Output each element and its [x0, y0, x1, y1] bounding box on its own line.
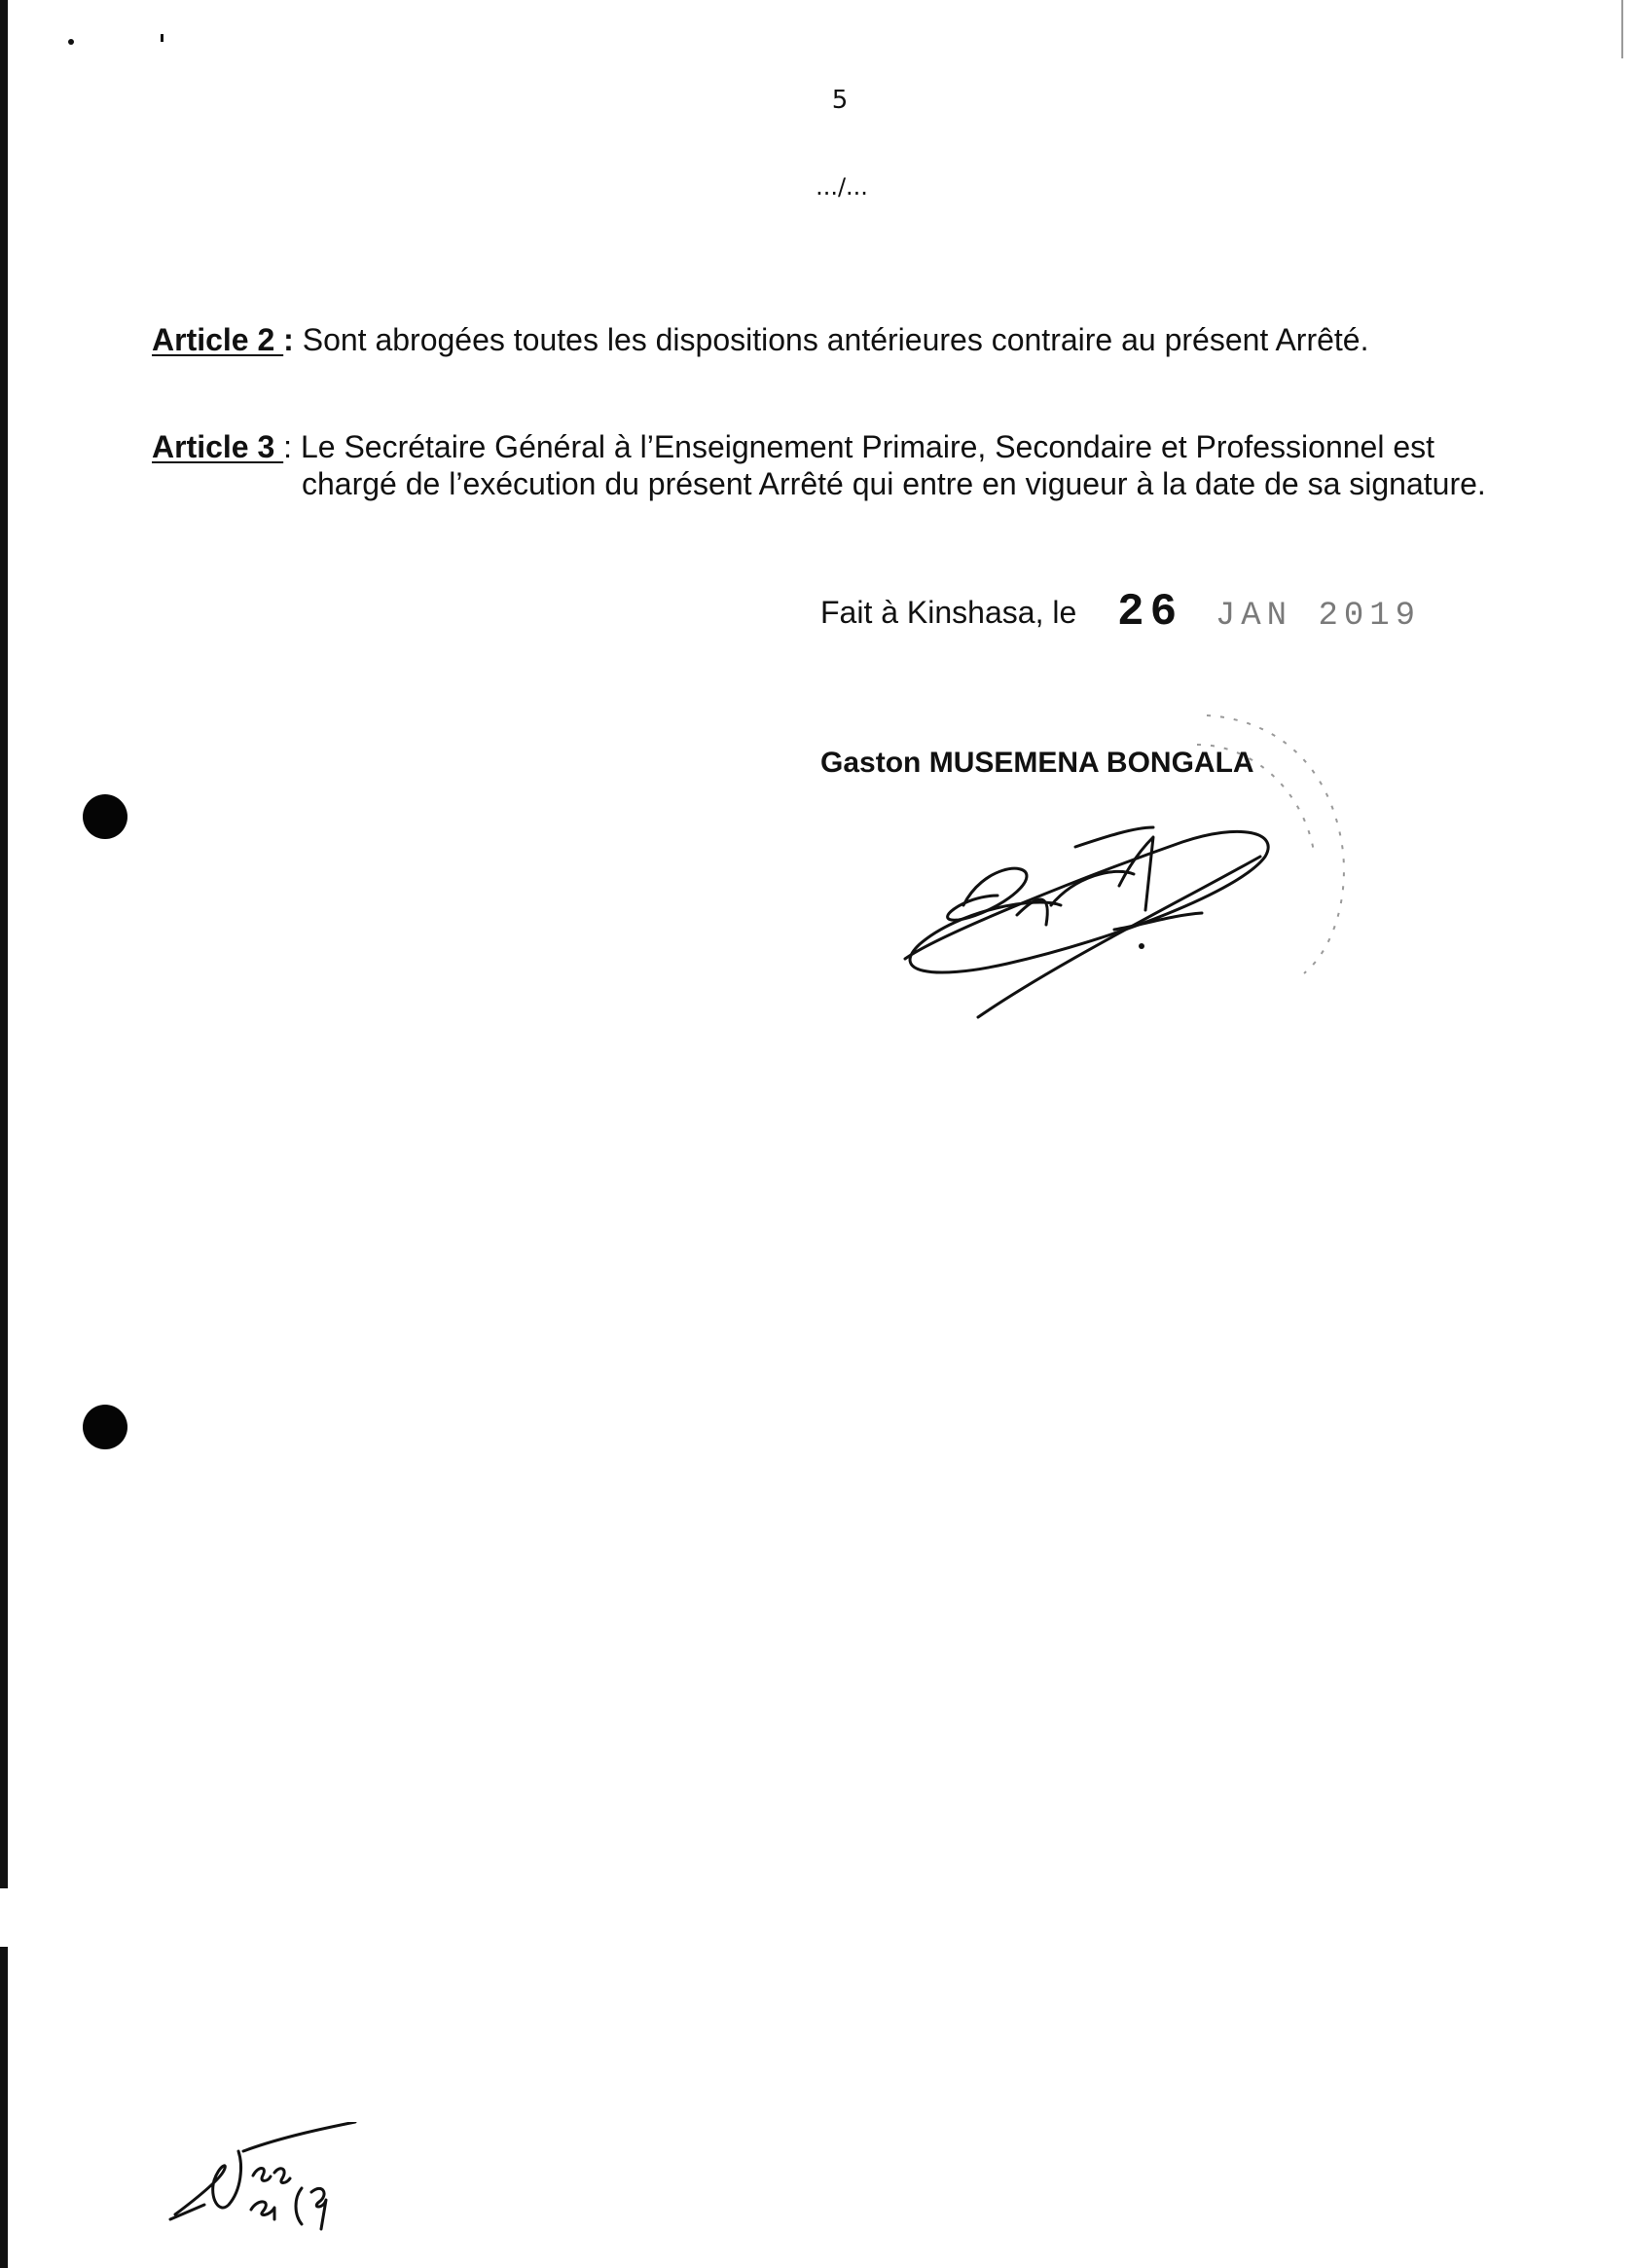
scan-speck [161, 34, 163, 42]
article-3 [152, 428, 1546, 502]
initials-mark-icon [165, 2122, 380, 2249]
scan-edge-left [0, 0, 8, 2268]
signatory-surname: MUSEMENA BONGALA [928, 747, 1254, 779]
article-3-label: Article 3 [152, 429, 284, 464]
punch-hole-upper [83, 794, 127, 839]
article-2-label: Article 2 [152, 322, 284, 357]
scan-speck [68, 39, 74, 45]
article-2-text: Sont abrogées toutes les dispositions antérieures contraire au présent Arrêté. [302, 322, 1369, 357]
signature-mark-icon [890, 798, 1299, 1051]
article-3-text-line2: chargé de l’exécution du présent Arrêté qui entre en vigueur à la date de sa signature. [302, 466, 1486, 501]
article-2-separator: : [283, 322, 294, 357]
place-date-line: Fait à Kinshasa, le [820, 595, 1077, 630]
signatory-first-name: Gaston [820, 747, 922, 779]
article-3-text-line1: Le Secrétaire Général à l’Enseignement Primaire, Secondaire et Professionnel est [300, 429, 1435, 464]
date-stamp [1117, 587, 1421, 638]
date-stamp-day: 26 [1117, 587, 1183, 638]
signatory-name [820, 747, 1254, 780]
date-stamp-month-year: JAN 2019 [1215, 598, 1422, 635]
page-number: 5 [831, 86, 849, 115]
scan-edge-right [1621, 0, 1623, 58]
article-3-separator: : [283, 429, 293, 464]
punch-hole-lower [83, 1405, 127, 1449]
continuation-mark: .../... [816, 173, 868, 201]
article-2 [152, 321, 1546, 358]
